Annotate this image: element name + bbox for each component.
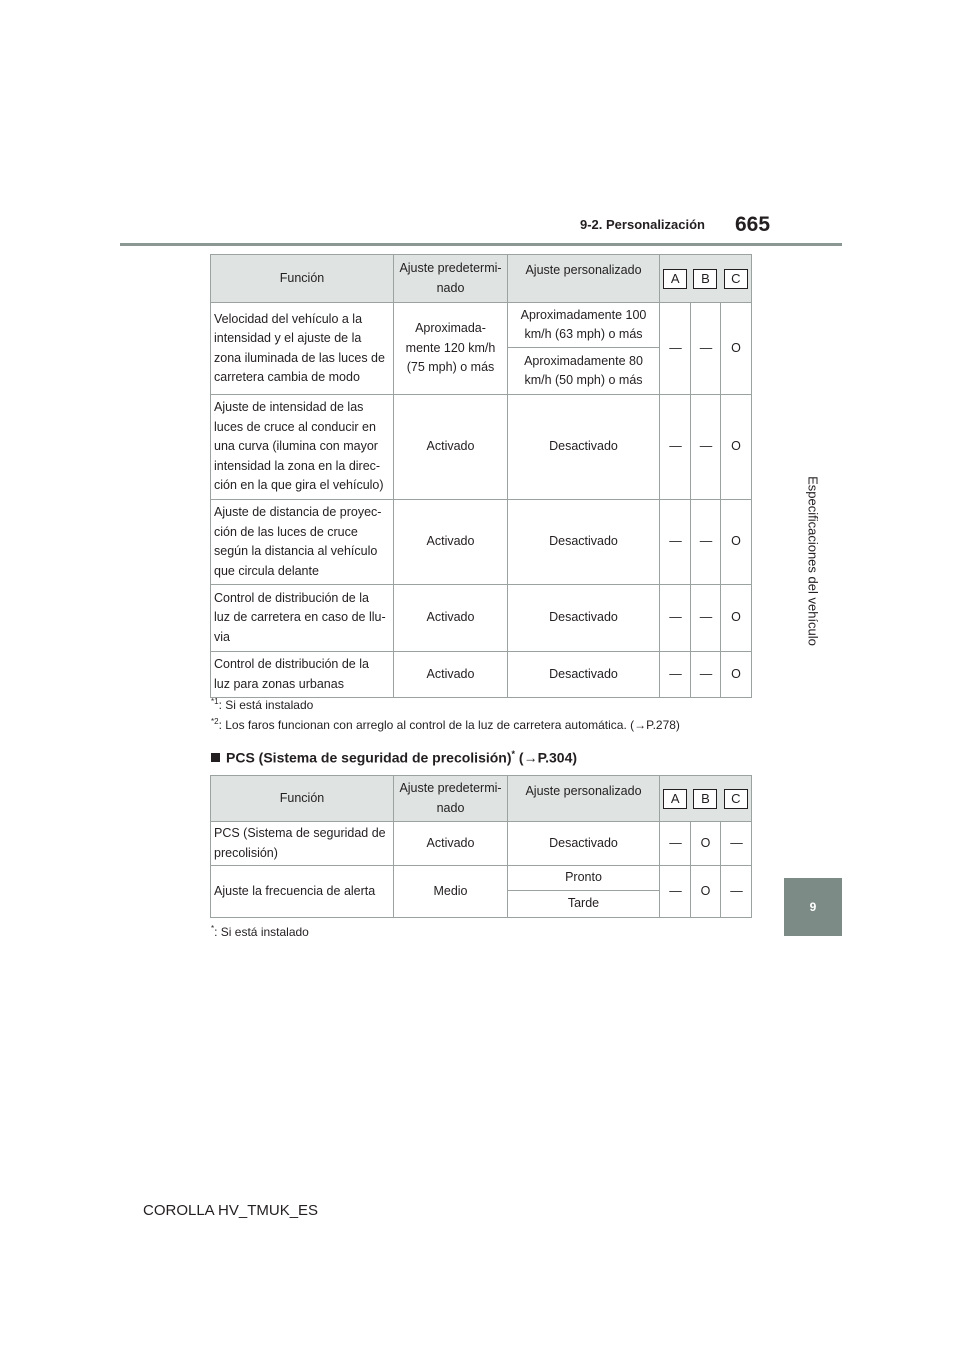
table-header-row bbox=[211, 255, 752, 303]
cell-personalizado: Pronto bbox=[508, 866, 660, 891]
cell-personalizado: Desactivado bbox=[508, 395, 660, 500]
cell-c: O bbox=[721, 303, 752, 395]
cell-funcion: Ajuste de intensidad de las luces de cruce al conducir en una curva (ilumina con mayor intensidad la zona en la direc- ción en la que gira el vehículo) bbox=[211, 395, 394, 500]
cell-personalizado: Tarde bbox=[508, 891, 660, 918]
footnote-text: : Si está instalado bbox=[218, 698, 314, 712]
cell-personalizado: Aproximadamente 80 km/h (50 mph) o más bbox=[508, 348, 660, 395]
cell-funcion: Control de distribución de la luz de carretera en caso de llu- via bbox=[211, 585, 394, 652]
pcs-settings-table bbox=[210, 775, 752, 918]
cell-personalizado: Desactivado bbox=[508, 652, 660, 698]
table-row bbox=[211, 303, 752, 348]
cell-predeterminado: Activado bbox=[394, 822, 508, 866]
cell-b: O bbox=[691, 866, 721, 918]
cell-predeterminado: Activado bbox=[394, 585, 508, 652]
section-heading-mark: * bbox=[511, 749, 516, 759]
cell-a: — bbox=[660, 585, 691, 652]
cell-c: — bbox=[721, 822, 752, 866]
letter-c-box: C bbox=[724, 789, 748, 809]
chapter-tab[interactable]: 9 bbox=[784, 878, 842, 936]
header-rule bbox=[120, 243, 842, 246]
footnote-mark: *1 bbox=[211, 697, 219, 706]
footnote-text: : Si está instalado bbox=[214, 925, 309, 939]
cell-b: — bbox=[691, 585, 721, 652]
cell-predeterminado: Activado bbox=[394, 652, 508, 698]
square-bullet-icon bbox=[211, 753, 220, 762]
document-footer: COROLLA HV_TMUK_ES bbox=[143, 1202, 319, 1219]
footnote bbox=[211, 924, 309, 939]
letter-b-box: B bbox=[693, 789, 717, 809]
cell-personalizado: Aproximadamente 100 km/h (63 mph) o más bbox=[508, 303, 660, 348]
cell-funcion: Ajuste la frecuencia de alerta bbox=[211, 866, 394, 918]
footnote bbox=[211, 697, 313, 712]
section-heading-title: PCS (Sistema de seguridad de precolisión) bbox=[226, 749, 512, 766]
page-reference-link[interactable]: (→P.304) bbox=[515, 749, 578, 766]
header-funcion: Función bbox=[211, 776, 394, 822]
footnote bbox=[211, 717, 680, 732]
cell-b: — bbox=[691, 500, 721, 585]
header-abc bbox=[660, 255, 752, 303]
letter-a-box: A bbox=[663, 269, 687, 289]
cell-funcion: PCS (Sistema de seguridad de precolisión) bbox=[211, 822, 394, 866]
cell-personalizado: Desactivado bbox=[508, 822, 660, 866]
footnote-mark: *2 bbox=[211, 717, 219, 726]
letter-a-box: A bbox=[663, 789, 687, 809]
lighting-settings-table bbox=[210, 254, 752, 698]
cell-c: O bbox=[721, 585, 752, 652]
cell-c: O bbox=[721, 500, 752, 585]
table-row bbox=[211, 395, 752, 500]
cell-b: — bbox=[691, 652, 721, 698]
cell-predeterminado: Aproximada- mente 120 km/h (75 mph) o más bbox=[394, 303, 508, 395]
header-ajuste-personalizado: Ajuste personalizado bbox=[508, 255, 660, 303]
section-title: 9-2. Personalización bbox=[580, 217, 705, 232]
cell-a: — bbox=[660, 500, 691, 585]
cell-b: O bbox=[691, 822, 721, 866]
page-number: 665 bbox=[735, 213, 771, 236]
cell-a: — bbox=[660, 866, 691, 918]
cell-funcion: Velocidad del vehículo a la intensidad y el ajuste de la zona iluminada de las luces de carretera cambia de modo bbox=[211, 303, 394, 395]
cell-b: — bbox=[691, 395, 721, 500]
cell-a: — bbox=[660, 652, 691, 698]
cell-b: — bbox=[691, 303, 721, 395]
table-row bbox=[211, 500, 752, 585]
table-row bbox=[211, 652, 752, 698]
letter-c-box: C bbox=[724, 269, 748, 289]
footnote-text: : Los faros funcionan con arreglo al control de la luz de carretera automática. (→P.278) bbox=[218, 718, 680, 732]
cell-c: — bbox=[721, 866, 752, 918]
cell-c: O bbox=[721, 652, 752, 698]
footnote-mark: * bbox=[211, 924, 215, 933]
chapter-side-label-text: Especificaciones del vehículo bbox=[805, 476, 821, 646]
cell-predeterminado: Activado bbox=[394, 500, 508, 585]
cell-funcion: Control de distribución de la luz para zonas urbanas bbox=[211, 652, 394, 698]
cell-predeterminado: Medio bbox=[394, 866, 508, 918]
letter-b-box: B bbox=[693, 269, 717, 289]
header-abc bbox=[660, 776, 752, 822]
table-row bbox=[211, 585, 752, 652]
cell-a: — bbox=[660, 822, 691, 866]
header-ajuste-predeterminado: Ajuste predetermi- nado bbox=[394, 255, 508, 303]
cell-c: O bbox=[721, 395, 752, 500]
header-funcion: Función bbox=[211, 255, 394, 303]
cell-a: — bbox=[660, 303, 691, 395]
header-ajuste-predeterminado: Ajuste predetermi- nado bbox=[394, 776, 508, 822]
cell-predeterminado: Activado bbox=[394, 395, 508, 500]
cell-a: — bbox=[660, 395, 691, 500]
cell-personalizado: Desactivado bbox=[508, 500, 660, 585]
cell-funcion: Ajuste de distancia de proyec- ción de las luces de cruce según la distancia al vehículo que circula delante bbox=[211, 500, 394, 585]
header-ajuste-personalizado: Ajuste personalizado bbox=[508, 776, 660, 822]
cell-personalizado: Desactivado bbox=[508, 585, 660, 652]
section-heading bbox=[211, 749, 577, 766]
table-row bbox=[211, 822, 752, 866]
table-header-row bbox=[211, 776, 752, 822]
table-row bbox=[211, 866, 752, 891]
chapter-side-label bbox=[784, 246, 842, 876]
